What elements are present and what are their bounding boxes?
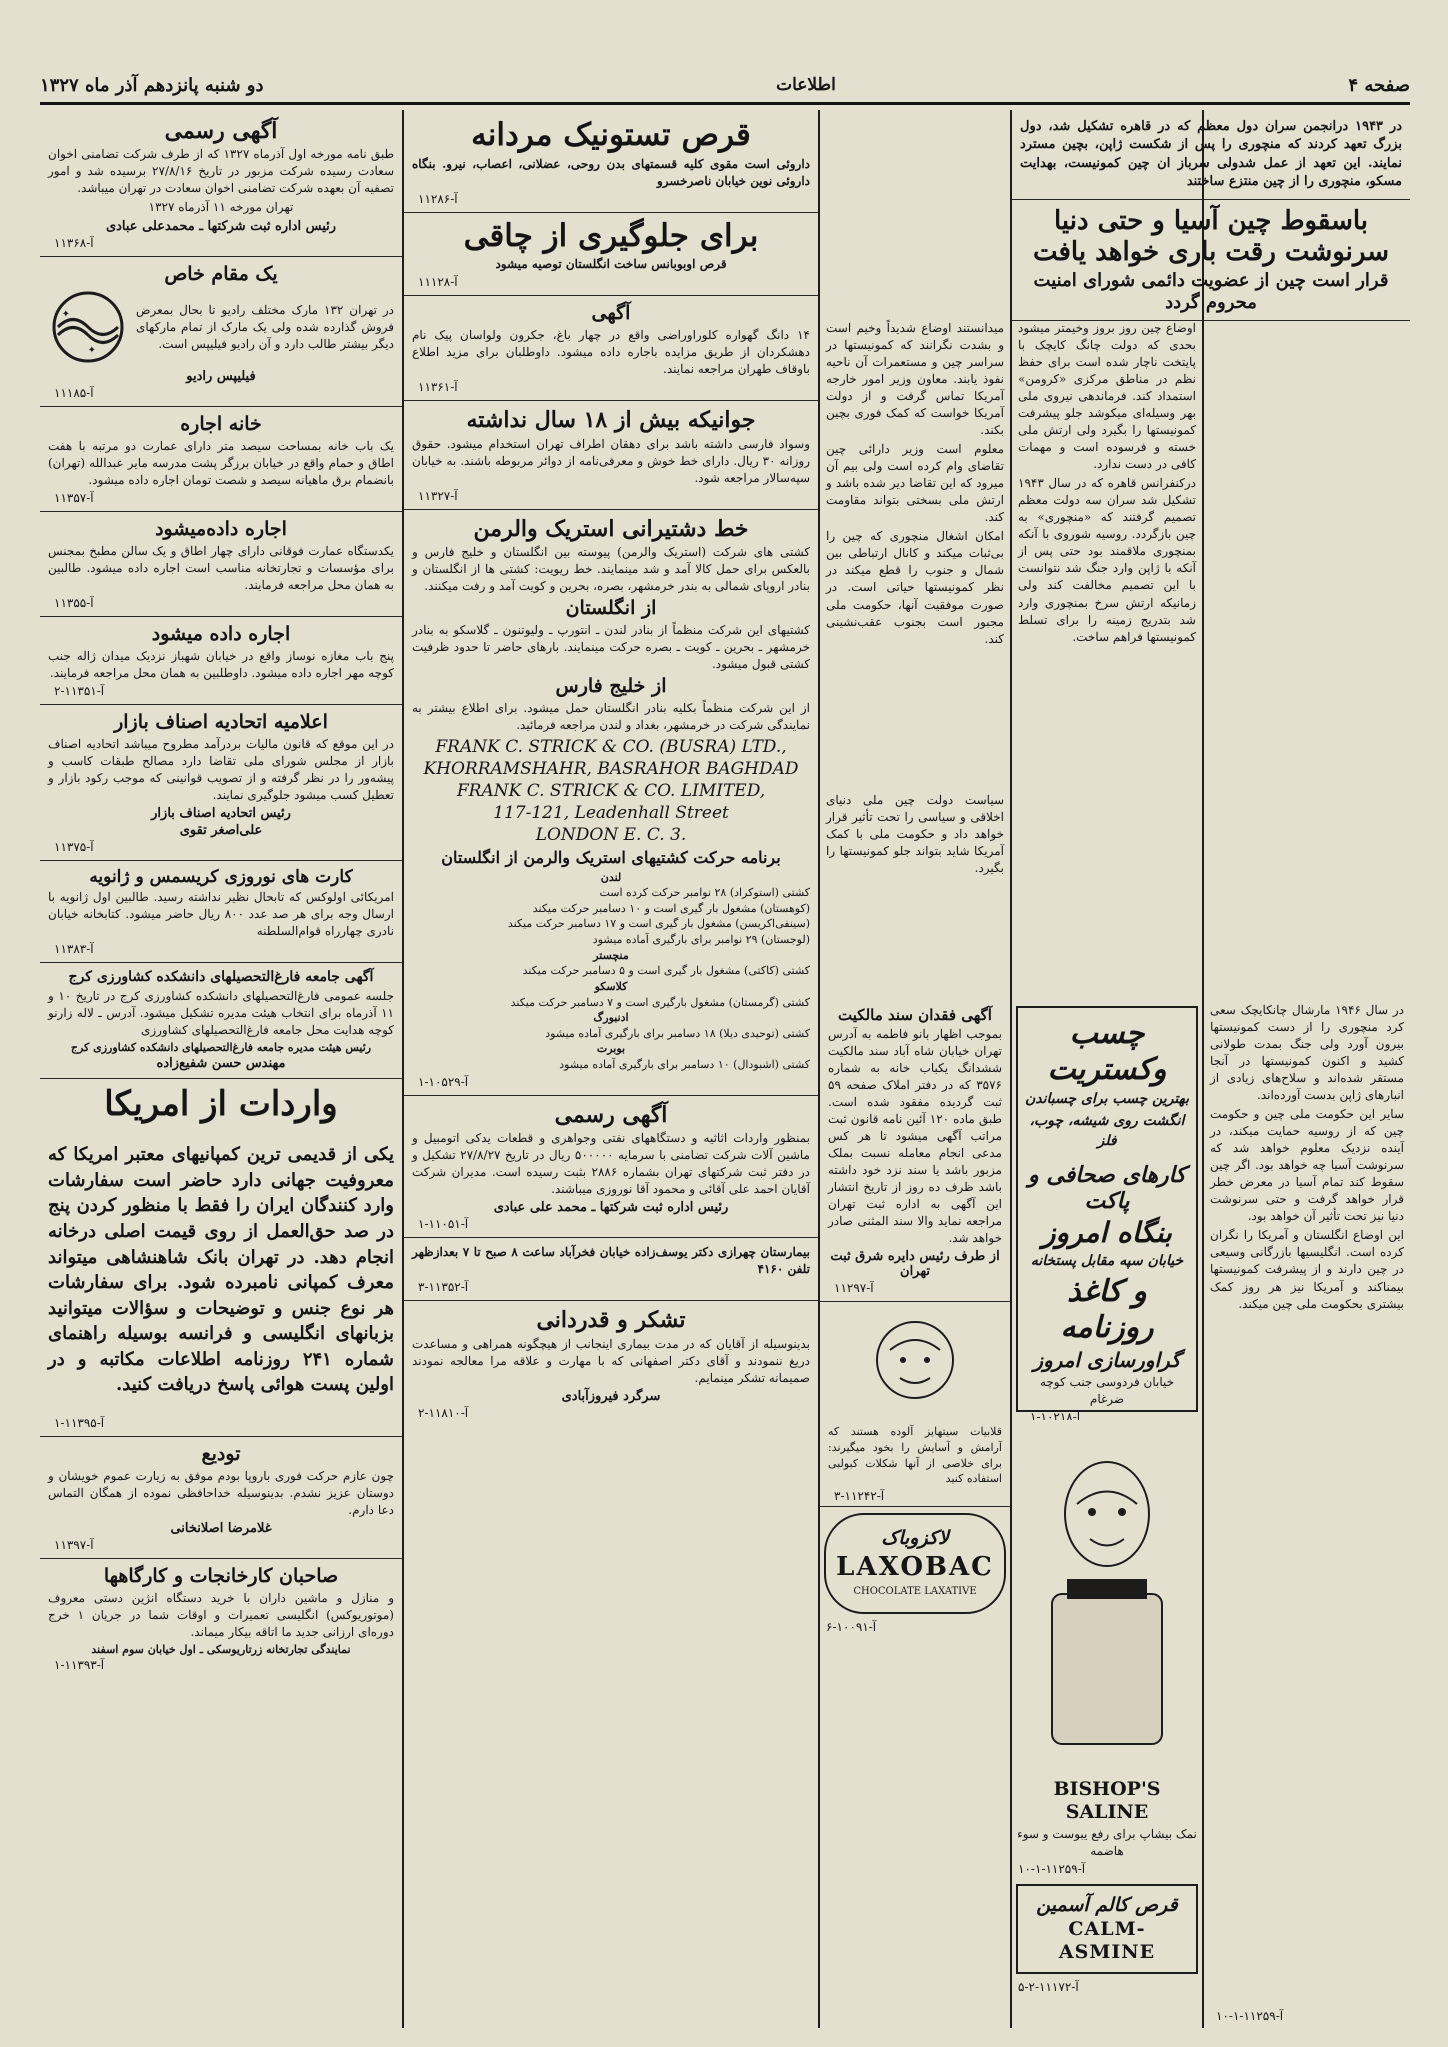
calmasmine-fa: قرص کالم آسمین [1036,1893,1178,1916]
ad-code: آ-۱۱۳۵۲-۳ [418,1280,469,1295]
ad-body: وسواد فارسی داشته باشد برای دهقان اطراف تهران استخدام میشود. حقوق روزانه ۳۰ ریال. دارای خط خوش و معرفی‌نامه از دوائر مربوطه باشند. به خیابان سپه‌سالار مراجعه شود. [412,436,811,485]
ad-body: طبق نامه مورخه اول آذرماه ۱۳۲۷ که از طرف شرکت تضامنی اخوان سعادت رسیده شرکت مزبور در تاریخ ۲۷/۸/۱۶ برسیده شد و امور تصفیه آن بعهده شرکت تضامنی اخوان سعادت در تهران میباشد. [48,147,394,196]
testonic-ad [404,112,818,213]
glue-line: بهترین چسب برای چسباندن [1025,1091,1189,1107]
company-line: LONDON E. C. 3. [535,825,687,846]
notice-body: بموجب اظهار بانو فاطمه به آدرس تهران خیابان شاه آباد سند مالکیت ششدانگ یکباب خانه به شماره ۳۵۷۶ که در دفتر املاک صفحه ۵۹ ثبت گردیده مفقود شده است. طبق ماده ۱۲۰ آئین نامه قانون ثبت مراتب آگهی میشود تا هر کس مدعی انجام معامله نسبت بملک مزبور باشد یا سند نزد خود داشته باشد ظرف ده روز از تاریخ انتشار این آگهی به اداره ثبت تهران مراجعه نماید والا سند المثنی صادر خواهد شد. [828,1027,1002,1246]
article-paragraph: این اوضاع انگلستان و آمریکا را نگران کرده است. انگلیسیها بازرگانی وسیعی در چین دارند و از پیشرفت کمونیستها بیمناکند و آمریکا نیز هر روز کمک بیشتری بحکومت ملی چین میکند. [1210,1228,1404,1311]
notice-name: مهندس حسن شفیع‌زاده [156,1056,286,1072]
ad-code: آ-۱۱۱۸۵ [54,386,94,401]
schedule-port: بوبرت [596,1042,626,1056]
ad-code: آ-۱۱۳۸۳ [54,942,94,957]
article-paragraph: سیاست دولت چین ملی دنیای اخلاقی و سیاسی را تحت تأثیر قرار خواهد داد و حکومت ملی با کمک آمریکا شاید بتواند جلو کمونیستها را بگیرد. [826,793,1004,876]
laxobac-subtitle: CHOCOLATE LAXATIVE [853,1586,977,1598]
notice-signature: رئیس هیئت مدیره جامعه فارغ‌التحصیلهای دانشکده کشاورزی کرج [70,1041,372,1055]
ad-code: آ-۱۱۳۶۸ [54,235,94,250]
bishop-tagline: نمک بیشاپ برای رفع یبوست و سوء هاضمه [1017,1826,1197,1858]
notice-signature: رئیس اداره ثبت شرکتها ـ محمد علی عبادی [493,1200,729,1216]
company-line: FRANK C. STRICK & CO. LIMITED, [456,781,766,802]
ad-title: اجاره داده‌میشود [155,518,287,541]
laxobac-ad [824,1513,1006,1613]
ad-title: آگهی رسمی [164,118,278,144]
ad-code: آ-۱۱۲۵۹-۱-۱۰ [1018,1861,1086,1876]
ad-title: اجاره داده میشود [151,623,291,646]
factory-owners-ad [40,1559,402,1678]
ad-body: امریکائی اولوکس که تابحال نظیر نداشته رسید. طالبین اول ژانویه با ارسال وجه برای هر صد عدد ۸۰۰ ریال حاضر میشود. کتابخانه خیابان نادری چهارراه قوام‌السلطنه [48,890,394,939]
notice-title: آگهی فقدان سند مالکیت [838,1006,992,1024]
ad-title: قرص تستونیک مردانه [471,117,751,153]
ad-code: آ-۱۰۵۲۹-۱ [418,1074,469,1089]
svg-text:✦: ✦ [61,309,70,321]
notice-signature: نمایندگی تجارتخانه زرتاریوسکی ـ اول خیابان سوم اسفند [91,1642,351,1656]
news-continuation [1204,1000,1410,2030]
bishop-title: BISHOP'S SALINE [1053,1778,1161,1823]
cards-ad [40,861,402,963]
notice-date: تهران مورخه ۱۱ آذرماه ۱۳۲۷ [148,200,294,215]
ad-code: آ-۱۱۳۵۵ [54,596,94,611]
schedule-line: (سینفی‌اکریسن) مشغول بار گیری است و ۱۷ دسامبر حرکت میکند [507,917,810,931]
schedule-title: برنامه حرکت کشتیهای استریک والرمن از انگلستان [441,848,781,868]
notice-signature: سرگرد فیروزآبادی [561,1388,661,1404]
ad-body: کشتیهای این شرکت منظماً از بنادر لندن ـ انتورپ ـ ولیوتنون ـ گلاسکو به بنادر خرمشهر ـ بحرین ـ کویت ـ بصره حرکت مینمایند. بارهای حاضر تا حدود ظرفیت کشتی قبول میشود. [412,623,810,672]
ad-code: آ-۱۱۲۹۷ [834,1281,874,1296]
glue-line: کارهای صحافی و پاکت [1028,1161,1186,1215]
ad-body: بمنظور واردات اثاثیه و دستگاههای نفتی وجواهری و قطعات یدکی اتومبیل و ماشین آلات شرکت تضامنی با سرمایه ۵۰۰۰۰۰ ریال در تاریخ ۲۷/۸/۲۷ تشکیل و در دفتر ثبت شرکتهای تهران بشماره ۲۸۸۶ بثبت رسیده است. مدیران شرکت آقایان احمد علی آقائی و محمود آقا نوروزی میباشند. [412,1130,810,1197]
ad-title: واردات از امریکا [104,1084,338,1125]
route-heading: از خلیج فارس [555,675,667,698]
schedule-line: کشتی (استوکراد) ۲۸ نوامبر حرکت کرده است [599,886,810,900]
ad-code: آ-۱۰۲۱۸-۱ [1030,1409,1081,1420]
ad-code: آ-۱۰۰۹۱-۶ [826,1619,877,1634]
notice-signature: رئیس اتحادیه اصناف بازار [151,805,291,821]
clinic-ad [404,1238,818,1301]
laxobac-fa: لاکزوباک [881,1527,949,1550]
ad-title: خط دشتیرانی استریک والرمن [473,515,749,542]
ad-body: چون عازم حرکت فوری باروپا بودم موفق به زیارت عموم خویشان و دوستان عزیز نشدم. بدینوسیله خداحافظی نموده از همگان التماس دعا دارم. [48,1468,394,1517]
graduates-notice [40,963,402,1079]
ad-body: از این شرکت منظماً بکلیه بنادر انگلستان حمل میشود. برای اطلاع بیشتر به نمایندگی شرکت در خرمشهر، بغداد و لندن مراجعه فرمائید. [412,700,810,732]
bishop-saline-illustration [1022,1444,1192,1774]
schedule-list [412,870,810,1073]
company-line: KHORRAMSHAHR, BASRAHOR BAGHDAD [423,759,799,780]
company-line: FRANK C. STRICK & CO. (BUSRA) LTD., [435,736,787,757]
issue-date: دو شنبه پانزدهم آذر ماه ۱۳۲۷ [40,74,264,96]
ad-code: آ-۱۱۳۶۱ [418,380,458,395]
ad-title: آگهی [591,302,631,325]
us-imports-ad [40,1079,402,1437]
ad-body: پنج باب مغازه نوساز واقع در خیابان شهباز نزدیک میدان ژاله جنب کوچه مهر اجاره داده میشود. داوطلبین به همان محل مراجعه فرمایند. [48,648,394,680]
ad-code: آ-۱۱۳۵۱-۲ [54,683,105,698]
schedule-port: لندن [600,870,622,884]
ad-code: آ-۱۱۳۵۷ [54,491,94,506]
ad-code: آ-۱۱۳۹۳-۱ [54,1657,105,1672]
farewell-notice [40,1437,402,1559]
ad-brand: فیلیپس رادیو [186,369,256,385]
ad-body: بدینوسیله از آقایان که در مدت بیماری اینجانب از هیچگونه همراهی و مساعدت دریغ ننمودند و آقای دکتر اصفهانی که با مهارت و علاقه مرا معالجه نمودند صمیمانه تشکر مینمایم. [412,1336,810,1385]
calmasmine-ad [1016,1884,1198,1974]
notice-name: علی‌اصغر تقوی [179,822,263,838]
ad-code: آ-۱۱۸۱۰-۲ [418,1405,469,1420]
philips-radio-ad [40,257,402,408]
article-paragraph: میدانستند اوضاع شدیداً وخیم است و بشدت نگرانند که کمونیستها در سراسر چین و مستعمرات آن ناحیه نفوذ یابند. معاون وزیر امور خارجه آمریکا تماس گرفت و از دولت آمریکا خواست که کمک فوری بچین بکند. [826,321,1004,438]
slimming-ad [404,213,818,297]
calmasmine-title: CALM-ASMINE [1058,1918,1156,1964]
notice-name: غلامرضا اصلانخانی [170,1520,272,1536]
schedule-line: (لوجستان) ۲۹ نوامبر برای بارگیری آماده میشود [592,933,810,947]
column-ads-left [40,112,402,2032]
ad-code: آ-۱۱۲۵۹-۱-۱۰ [1216,2009,1284,2023]
bazaar-statement [40,705,402,861]
chocolate-illustration [855,1310,975,1420]
column-glue-ad [1012,1000,1202,1420]
article-paragraph: معلوم است وزیر دارائی چین تقاضای وام کرده است ولی بیم آن میرود که این تقاضا دیر شده باشد و ارتش ملی بسختی بتواند مقاومت کند. [826,442,1004,525]
schedule-port: ادنبورگ [593,1011,629,1025]
glue-line: بنگاه امروز [1042,1216,1172,1250]
article-subhead: قرار است چین از عضویت دائمی شورای امنیت محروم گردد [1033,270,1389,313]
ad-code: آ-۱۱۱۲۸ [418,275,458,290]
route-heading: از انگلستان [565,597,657,620]
lost-deed-notice [820,1000,1010,1302]
ad-title: آگهی جامعه فارغ‌التحصیلهای دانشکده کشاورزی کرج [68,969,374,986]
ad-code: آ-۱۱۳۹۵-۱ [54,1415,105,1430]
ad-body: یکدستگاه عمارت فوقانی دارای چهار اطاق و یک سالن مطبخ بمجنس برای مؤسسات و تجارتخانه مناسب است اجاره داده میشود. طالبین به همان محل مراجعه فرمایند. [48,544,394,593]
ad-code: آ-۱۱۰۵۱-۱ [418,1217,469,1232]
column-remedies [1012,1440,1202,2030]
column-ads-middle [404,112,818,2032]
article-paragraph [1012,1418,1202,1420]
ad-body: یک باب خانه بمساحت سیصد متر دارای عمارت دو مرتبه با هفت اطاق و حمام واقع در خیابان برزگر پشت مدرسه مایر عبدالله (تهران) بانضمام برق ماهیانه سیصد و شصت تومان اجاره داده میشود. [48,439,394,488]
article-paragraph: سایر این حکومت ملی چین و حکومت چین که از روسیه حمایت میکند، در آینده نزدیک معلوم خواهد شد که سرنوشت آسیا چه خواهد بود. اگر چین سقوط کند تمام آسیا در معرض خطر قرار خواهد گرفت و حتی سرنوشت دنیا نیز تحت تأثیر آن خواهد بود. [1210,1107,1404,1224]
schedule-port: منچستر [593,948,629,962]
article-paragraph: درکنفرانس قاهره که در سال ۱۹۴۳ تشکیل شد سران سه دولت معظم تصمیم گرفتند که «منچوری» به چین بازگردد. روسیه شوروی با آنکه بمنچوری ملاقمند بود حتی پس از آنکه با ژاپن وارد جنگ شد نتوانست با این تصمیم مخالفت کند ولی زمانیکه ارتش سرخ بمنچوری وارد شد بتدریج زمینه را برای تسلط کمونیستها فراهم ساخت. [1018,476,1196,644]
news-body-right [1012,318,1202,998]
ad-title: خانه اجاره [180,413,262,436]
official-notice [40,112,402,257]
article-paragraph: در سال ۱۹۴۶ مارشال چانکایچک سعی کرد منچوری را از دست کمونیستها بیرون آورد ولی جنگ بمدت طولانی کشید و اکنون کمونیستها در آنجا مستقر شده‌اند و سلاح‌های زیادی از انبارهای ژاپن بدست آورده‌اند. [1210,1003,1404,1103]
chocolate-caption: قلابیات سیتهایز آلوده هستند که آرامش و آسایش را بخود میگیرند: برای خلاصی از آنها شکلات کبولبی استفاده کنید [828,1425,1002,1486]
news-article [1012,112,1410,200]
glue-line: گراورسازی امروز [1033,1347,1181,1372]
ad-body: یکی از قدیمی ترین کمپانیهای معتبر امریکا که معروفیت جهانی دارد حاضر است سفارشات وارد کنندگان ایران را فقط با منظور کردن پنج در صد حق‌العمل از روی قیمت اصلی درخانه انجام دهد. در تهران بانک شاهنشاهی میتواند معرف کمپانی نامبرده شود. برای سفارشات هر نوع جنس و توضیحات و سؤالات میتوانید بزبانهای انگلیسی و فرانسه بوسیله راهنمای شماره ۲۴۱ روزنامه اطلاعات مکاتبه و در اولین پست هوائی پاسخ دریافت کنید. [48,1144,394,1396]
page-number: صفحه ۴ [1348,74,1410,96]
glue-title: چسب وکستریت [1047,1016,1167,1087]
article-paragraph: امکان اشغال منچوری که چین را بی‌ثبات میکند و کانال ارتباطی بین شمال و جنوب را قطع میکند در نظر کمونیستها حیاتی است. در صورت موفقیت آنها، حکومت ملی مجبور است بجنوب عقب‌نشینی کند. [826,529,1004,646]
news-body-left-2 [820,790,1010,1000]
radio-content [48,287,394,367]
schedule-port: کلاسکو [594,979,628,993]
ad-title: اعلامیه اتحادیه اصناف بازار [114,710,328,733]
ad-body: داروئی است مقوی کلیه قسمتهای بدن روحی، عضلانی، اعصاب، نیرو. بنگاه داروئی نوین خیابان ناصرخسرو [412,156,810,188]
article-headline-block [1012,200,1410,322]
ad-title: برای جلوگیری از چاقی [463,217,759,254]
ad-body: و منازل و ماشین داران با خرید دستگاه انژین دستی معروف (موتوریوکس) انگلیسی تعمیرات و اوقات شما در جریان ۱ خرج دوره‌ای ارزانی جدید ما اتاقه بیکار میماند. [48,1590,394,1639]
ad-title: کارت های نوروزی کریسمس و ژانویه [89,866,353,887]
schedule-line: کشتی (گرمستان) مشغول بارگیری است و ۷ دسامبر حرکت میکند [510,995,810,1009]
philips-logo-icon [48,287,128,367]
ad-title: آگهی رسمی [554,1101,668,1128]
article-headline: باسقوط چین آسیا و حتی دنیا سرنوشت رقت باری خواهد یافت [1032,205,1390,267]
ad-code: آ-۱۱۳۷۵ [54,839,94,854]
svg-text:✦: ✦ [87,345,96,357]
company-address [412,736,810,846]
schedule-line: کشتی (اشبودال) ۱۰ دسامبر برای بارگیری آماده میشود [559,1057,810,1071]
ad-code: آ-۱۱۳۹۷ [54,1537,94,1552]
shipping-ad [404,510,818,1096]
ad-body: کشتی های شرکت (استریک والرمن) پیوسته بین انگلستان و خلیج فارس و بالعکس برای حمل کالا آمد و شد مینمایند. خط ریویت: کشتی ها از انگلستان و بنادر اروپای شمالی به بندر خرمشهر، بصره، بحرین و کویت آمد و رفت میکنند. [412,545,810,594]
ad-body: در این موقع که قانون مالیات بردرآمد مطروح میباشد اتحادیه اصناف بازار از مجلس شورای ملی تقاضا دارد مصالح طبقات کاسب و پیشه‌ور را در نظر گرفته و از تصویب قوانینی که موجب رکود بازار و تعطیل کسب میشود جلوگیری نمایند. [48,736,394,802]
ad-body: بیمارستان چهرازی دکتر یوسف‌زاده خیابان فخرآباد ساعت ۸ صبح تا ۷ بعدازظهر تلفن ۴۱۶۰ [412,1245,811,1277]
ad-title: صاحبان کارخانجات و کارگاهها [103,1564,339,1587]
glue-line: انگشت روی شیشه، چوب، فلز [1029,1112,1185,1149]
laxobac-brand: LAXOBAC [836,1552,994,1583]
schedule-line: کشتی (کاکتی) مشغول بار گیری است و ۵ دسامبر حرکت میکند [522,964,810,978]
ad-code: آ-۱۱۳۲۷ [418,488,458,503]
schedule-line: (کوهستان) مشغول بار گیری است و ۱۰ دسامبر حرکت میکند [532,901,810,915]
glue-line: خیابان سپه مقابل پستخانه [1030,1253,1184,1269]
ad-code: آ-۱۱۲۸۶ [418,191,458,206]
news-body-left [820,318,1010,788]
company-line: 117-121, Leadenhall Street [493,803,729,824]
ad-body: ۱۴ دانگ گهواره کلوراوراضی واقع در چهار باغ، جکرون ولواسان پیک نام دهشکردان از طریق مزایده باجاره داده میشود. داوطلبان برای مزید اطلاع باوقاف طهران مراجعه نمایند. [412,328,810,377]
rent-ad [40,617,402,705]
masthead [40,68,1410,105]
lease-notice [404,296,818,401]
ad-code: آ-۱۱۱۷۲-۲-۵ [1018,1980,1079,1995]
ad-title: یک مقام خاص [164,262,278,285]
thanks-notice [404,1301,818,1425]
rent-ad [40,512,402,617]
house-rent-ad [40,407,402,512]
ad-body: جلسه عمومی فارغ‌التحصیلهای دانشکده کشاورزی کرج در تاریخ ۱۰ و ۱۱ آذرماه برای انتخاب هیئت مدیره تشکیل میشود. آدرس ـ لاله زارنو کوچه هدایت محل جامعه فارغ‌التحصیلهای کشاورزی [48,989,394,1038]
newspaper-name: اطلاعات [776,75,836,95]
ad-title: تشکر و قدردانی [536,1307,686,1334]
ad-title: جوانیکه بیش از ۱۸ سال نداشته [466,407,756,434]
glue-line: خیابان فردوسی جنب کوچه ضرغام [1039,1374,1175,1406]
job-ad [404,401,818,509]
official-notice [404,1096,818,1239]
glue-advertisement [1016,1006,1198,1420]
ad-body: قرص اوبوبانس ساخت انگلستان توصیه میشود [495,257,727,272]
column-notices [820,1000,1010,2030]
notice-signature: از طرف رئیس دایره شرق ثبت تهران [830,1249,1000,1280]
ad-title: تودیع [201,1442,241,1465]
glue-line: و کاغذ روزنامه [1060,1273,1154,1345]
schedule-line: کشتی (توحیدی دیلا) ۱۸ دسامبر برای بارگیری آماده میشود [545,1026,810,1040]
article-paragraph: اوضاع چین روز بروز وخیمتر میشود بحدی که دولت چانگ کایچک با پایتخت ناچار شده است برای حفظ نظم در مناطق مرکزی «کرومن» استمداد کند. فرماندهی نیروی ملی بهر وسیله‌ای میکوشد جلو پیشرفت کمونیستها را بگیرد ولی ارتش ملی خسته و فرسوده است و مهمات کافی در دست ندارد. [1018,321,1196,472]
notice-signature: رئیس اداره ثبت شرکتها ـ محمدعلی عبادی [105,218,337,234]
chocolate-ad [820,1302,1010,1507]
ad-code: آ-۱۱۲۴۲-۳ [834,1488,885,1503]
article-intro: در ۱۹۴۳ درانجمن سران دول معظم که در قاهره تشکیل شد، دول بزرگ تعهد کردند که منچوری را پس از شکست ژاپن، بچین مسترد نمایند. این تعهد از عمل شدولی سرباز ان چین کمونیست، بهدایت مسکو، منچوری را از چین منتزع ساختند [1020,119,1403,190]
ad-body: در تهران ۱۳۲ مارک مختلف رادیو تا بحال بمعرض فروش گذارده شده ولی یک مارک از تمام مارکهای دیگر بیشتر طالب دارد و آن رادیو فیلیپس است. [136,302,395,351]
